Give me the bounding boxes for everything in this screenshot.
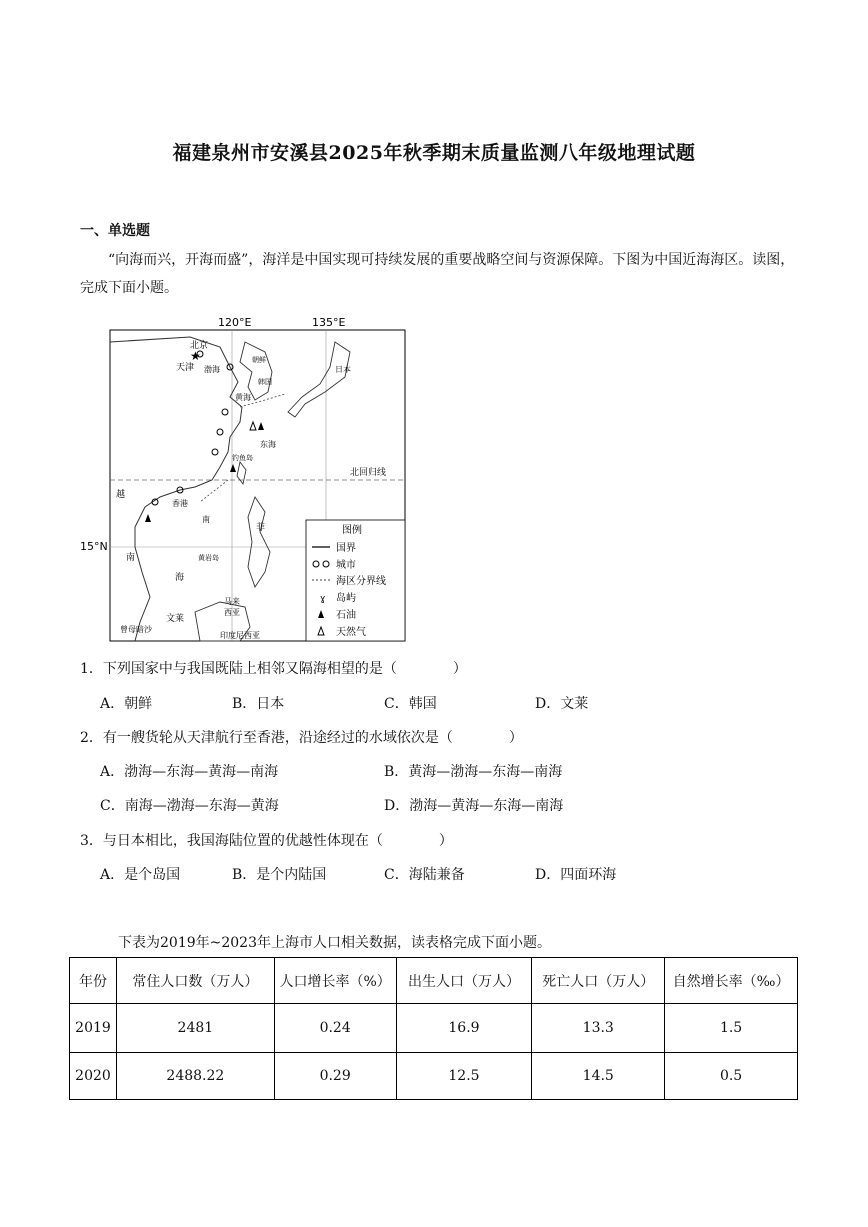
population-table <box>69 957 798 1100</box>
question-2: 2．有一艘货轮从天津航行至香港，沿途经过的水域依次是（ ） <box>80 730 523 746</box>
place-label: 朝鲜 <box>252 356 266 364</box>
table-header: 出生人口（万人） <box>396 958 532 1004</box>
legend-sea-boundary: 海区分界线 <box>336 576 386 587</box>
lon-label-120: 120°E <box>218 316 252 329</box>
place-label: 南 <box>202 515 210 524</box>
place-label: 香港 <box>172 499 188 508</box>
question-1: 1．下列国家中与我国既陆上相邻又隔海相望的是（ ） <box>80 661 467 677</box>
q2-option-c[interactable]: C．南海—渤海—东海—黄海 <box>100 798 279 814</box>
table-cell: 2020 <box>70 1053 117 1100</box>
legend-oil: 石油 <box>336 610 356 621</box>
legend-gas: 天然气 <box>336 627 366 638</box>
table-cell: 16.9 <box>396 1004 532 1053</box>
lon-label-135: 135°E <box>312 316 346 329</box>
place-label: 曾母暗沙 <box>120 625 152 634</box>
place-label: 北京 <box>190 341 209 351</box>
section-heading: 一、单选题 <box>80 223 150 239</box>
table-cell: 1.5 <box>665 1004 798 1053</box>
table-header: 死亡人口（万人） <box>532 958 665 1004</box>
place-label: 西亚 <box>224 608 240 617</box>
q3-option-c[interactable]: C．海陆兼备 <box>384 867 465 883</box>
place-label: 越 <box>116 490 126 500</box>
table-header: 人口增长率（%） <box>274 958 396 1004</box>
q3-option-a[interactable]: A．是个岛国 <box>100 867 181 883</box>
place-label: 渤海 <box>204 365 220 374</box>
table-intro: 下表为2019年~2023年上海市人口相关数据，读表格完成下面小题。 <box>118 935 551 951</box>
table-header-row <box>70 958 798 1004</box>
legend-city: 城市 <box>336 560 356 571</box>
place-label: 海 <box>175 573 185 583</box>
map-legend <box>306 520 405 641</box>
table-cell: 0.24 <box>274 1004 396 1053</box>
place-label: 黄海 <box>235 393 251 402</box>
q1-option-a[interactable]: A．朝鲜 <box>100 696 153 712</box>
capital-star-icon: ★ <box>190 349 201 363</box>
table-header: 自然增长率（‰） <box>665 958 798 1004</box>
legend-border: 国界 <box>336 543 356 554</box>
table-cell: 2481 <box>116 1004 274 1053</box>
q3-option-d[interactable]: D．四面环海 <box>535 867 617 883</box>
table-cell: 2488.22 <box>116 1053 274 1100</box>
table-row <box>70 1053 798 1100</box>
q3-option-b[interactable]: B．是个内陆国 <box>232 867 327 883</box>
table-row <box>70 1004 798 1053</box>
question-3: 3．与日本相比，我国海陆位置的优越性体现在（ ） <box>80 833 453 849</box>
place-label: 文莱 <box>166 614 185 624</box>
legend-island: 岛屿 <box>336 593 356 604</box>
q1-option-b[interactable]: B．日本 <box>232 696 285 712</box>
table-cell: 2019 <box>70 1004 117 1053</box>
china-seas-map <box>80 312 420 652</box>
place-label: 天津 <box>176 363 195 373</box>
place-label: 日本 <box>335 365 351 374</box>
table-header: 常住人口数（万人） <box>116 958 274 1004</box>
place-label: 东海 <box>260 440 276 449</box>
table-cell: 0.5 <box>665 1053 798 1100</box>
place-label: 菲 <box>256 523 266 533</box>
place-label: 南 <box>126 553 136 563</box>
table-cell: 0.29 <box>274 1053 396 1100</box>
place-label: 韩国 <box>258 378 272 386</box>
intro-paragraph: “向海而兴，开海而盛”，海洋是中国实现可持续发展的重要战略空间与资源保障。下图为中国近海海区。读图，完成下面小题。 <box>80 252 795 296</box>
table-cell: 13.3 <box>532 1004 665 1053</box>
island-icon: ɣ <box>320 594 326 604</box>
q2-option-d[interactable]: D．渤海—黄海—东海—南海 <box>384 798 564 814</box>
table-cell: 12.5 <box>396 1053 532 1100</box>
lat-label-15: 15°N <box>80 540 108 553</box>
table-cell: 14.5 <box>532 1053 665 1100</box>
q2-option-a[interactable]: A．渤海—东海—黄海—南海 <box>100 764 279 780</box>
legend-title: 图例 <box>342 525 362 536</box>
place-label: 钓鱼岛 <box>232 454 253 462</box>
table-header: 年份 <box>70 958 117 1004</box>
page-title: 福建泉州市安溪县2025年秋季期末质量监测八年级地理试题 <box>172 142 696 164</box>
place-label: 马来 <box>224 597 240 606</box>
place-label: 印度尼西亚 <box>220 631 260 640</box>
tropic-label: 北回归线 <box>350 468 387 478</box>
place-label: 黄岩岛 <box>198 554 219 562</box>
q1-option-d[interactable]: D．文莱 <box>535 696 589 712</box>
q2-option-b[interactable]: B．黄海—渤海—东海—南海 <box>384 764 563 780</box>
q1-option-c[interactable]: C．韩国 <box>384 696 437 712</box>
